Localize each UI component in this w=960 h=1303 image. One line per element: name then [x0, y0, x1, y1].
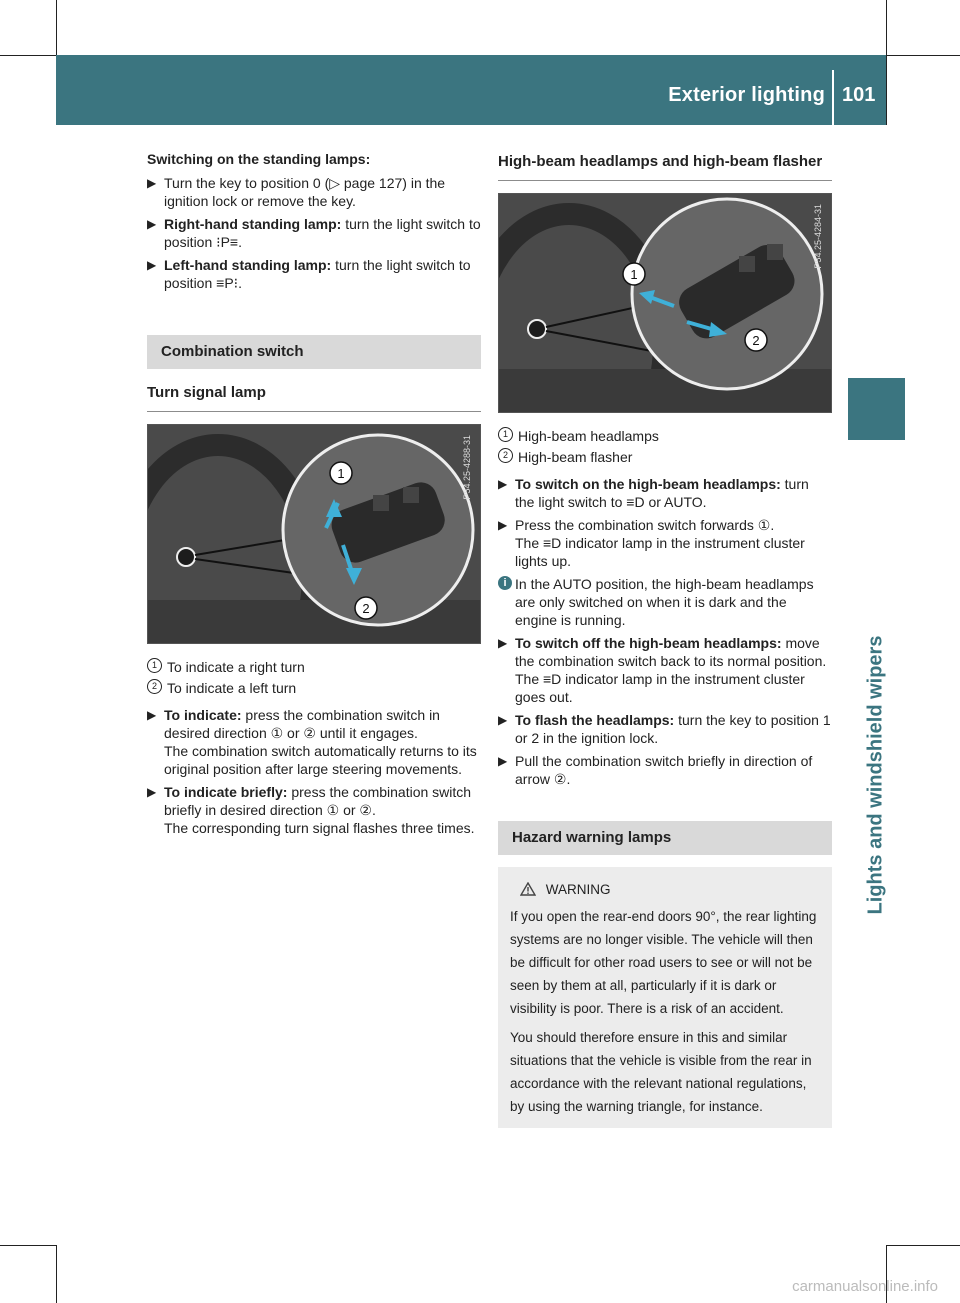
callout-number: 1	[498, 427, 513, 442]
warning-box	[498, 867, 832, 1128]
svg-text:1: 1	[337, 466, 345, 481]
callout-number: 2	[498, 448, 513, 463]
right-column	[498, 152, 832, 1128]
crop-mark	[0, 1245, 56, 1246]
warning-label: WARNING	[545, 881, 611, 897]
figure-code: P54.25-4284-31	[813, 204, 823, 269]
header-separator	[832, 70, 834, 125]
crop-mark	[886, 0, 887, 125]
step-arrow-icon: ▶	[498, 754, 508, 768]
instruction-step: ▶ Press the combination switch forwards ①. The ≡D indicator lamp in the instrument cluster lights up.	[498, 517, 805, 569]
warning-text: If you open the rear-end doors 90°, the rear lighting systems are no longer visible. The vehicle will then be difficult for other road users to see or will not be seen by them at all, particularly if it is dark or visibility is poor. There is a risk of an accident.	[510, 908, 817, 1016]
instruction-step: ▶ Pull the combination switch briefly in direction of arrow ②.	[498, 753, 813, 787]
step-arrow-icon: ▶	[147, 176, 157, 190]
chapter-label: Lights and windshield wipers	[864, 635, 887, 915]
page-number: 101	[842, 84, 876, 106]
warning-header	[510, 877, 820, 901]
instruction-step: ▶ Right-hand standing lamp: turn the light switch to position ⁝P≡.	[147, 216, 481, 250]
page-header-title: Exterior lighting	[668, 84, 825, 106]
step-arrow-icon: ▶	[147, 708, 157, 722]
crop-mark	[56, 1245, 57, 1303]
hazard-warning-title: Hazard warning lamps	[498, 821, 832, 855]
figure-legend-item: 2 To indicate a left turn	[147, 679, 481, 697]
svg-text:2: 2	[362, 601, 370, 616]
combination-switch-title: Combination switch	[147, 335, 481, 369]
turn-signal-heading: Turn signal lamp	[147, 383, 481, 412]
step-arrow-icon: ▶	[498, 518, 508, 532]
watermark: carmanualsonline.info	[792, 1278, 938, 1295]
callout-number: 2	[147, 679, 162, 694]
chapter-tab	[848, 378, 905, 440]
warning-text: You should therefore ensure in this and similar situations that the vehicle is visible from the rear in accordance with the relevant national regulations, by using the warning triangle, for instance.	[510, 1029, 812, 1114]
info-icon: i	[498, 576, 512, 590]
figure-code: P54.25-4288-31	[462, 435, 472, 500]
figure-legend-item: 1 High-beam headlamps	[498, 427, 832, 445]
step-arrow-icon: ▶	[147, 217, 157, 231]
svg-text:1: 1	[630, 267, 638, 282]
steering-column-illustration	[148, 425, 480, 643]
step-arrow-icon: ▶	[498, 477, 508, 491]
instruction-step: ▶ Left-hand standing lamp: turn the light switch to position ≡P⁝.	[147, 257, 471, 291]
instruction-step: ▶ Turn the key to position 0 (▷ page 127) in the ignition lock or remove the key.	[147, 175, 446, 209]
figure-legend-item: 2 High-beam flasher	[498, 448, 832, 466]
steering-column-illustration	[499, 194, 831, 412]
callout-number: 1	[147, 658, 162, 673]
standing-lamps-heading: Switching on the standing lamps:	[147, 151, 371, 167]
crop-mark	[886, 55, 960, 56]
high-beam-heading: High-beam headlamps and high-beam flasher	[498, 152, 832, 181]
high-beam-figure	[498, 193, 832, 413]
instruction-step: ▶ To indicate briefly: press the combination switch briefly in desired direction ① or ②. The corresponding turn signal flashes three times.	[147, 784, 475, 836]
step-arrow-icon: ▶	[498, 636, 508, 650]
svg-text:2: 2	[752, 333, 760, 348]
instruction-step: ▶ To flash the headlamps: turn the key to position 1 or 2 in the ignition lock.	[498, 712, 831, 746]
step-arrow-icon: ▶	[147, 785, 157, 799]
crop-mark	[0, 55, 56, 56]
crop-mark	[886, 1245, 960, 1246]
warning-triangle-icon	[520, 882, 536, 896]
step-arrow-icon: ▶	[147, 258, 157, 272]
info-note: i In the AUTO position, the high-beam headlamps are only switched on when it is dark and the engine is running.	[498, 575, 832, 629]
step-arrow-icon: ▶	[498, 713, 508, 727]
figure-legend-item: 1 To indicate a right turn	[147, 658, 481, 676]
left-column	[147, 150, 481, 842]
instruction-step: ▶ To indicate: press the combination switch in desired direction ① or ② until it engages. The combination switch automatically returns to its original position after large steering movements.	[147, 707, 477, 777]
instruction-step: ▶ To switch on the high-beam headlamps: turn the light switch to ≡D or AUTO.	[498, 476, 809, 510]
turn-signal-figure	[147, 424, 481, 644]
instruction-step: ▶ To switch off the high-beam headlamps: move the combination switch back to its normal position. The ≡D indicator lamp in the instrument cluster goes out.	[498, 635, 827, 705]
